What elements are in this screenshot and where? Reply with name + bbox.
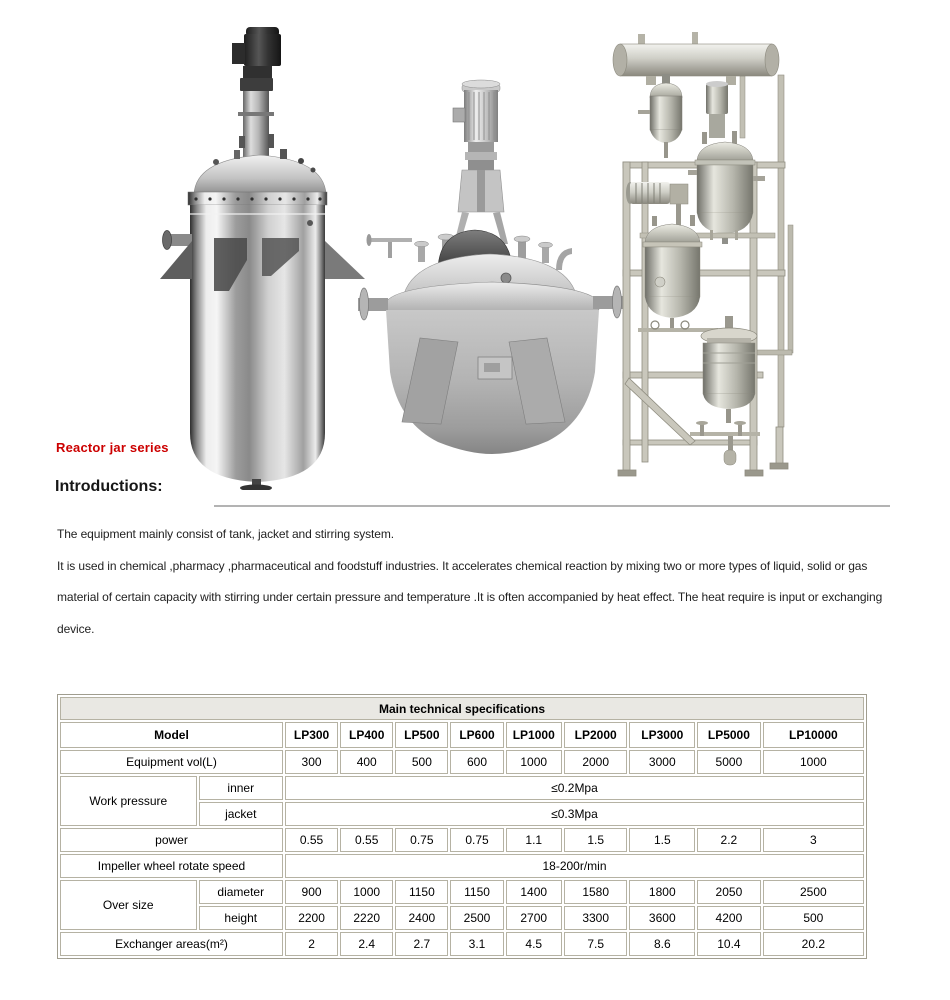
- exchanger-cell: 2.4: [340, 932, 393, 956]
- equipment-vol-cell: 300: [285, 750, 338, 774]
- model-cell: LP1000: [506, 722, 562, 748]
- diameter-cell: 1580: [564, 880, 628, 904]
- equipment-vol-cell: 1000: [506, 750, 562, 774]
- height-cell: 2200: [285, 906, 338, 930]
- equipment-vol-cell: 5000: [697, 750, 761, 774]
- diameter-cell: 2500: [763, 880, 864, 904]
- equipment-vol-cell: 3000: [629, 750, 695, 774]
- power-cell: 0.55: [285, 828, 338, 852]
- exchanger-cell: 7.5: [564, 932, 628, 956]
- height-cell: 2700: [506, 906, 562, 930]
- spec-table: [57, 694, 867, 959]
- exchanger-cell: 10.4: [697, 932, 761, 956]
- diameter-cell: 2050: [697, 880, 761, 904]
- exchanger-cell: 3.1: [450, 932, 503, 956]
- equipment-vol-label: Equipment vol(L): [60, 750, 283, 774]
- model-cell: LP2000: [564, 722, 628, 748]
- power-cell: 0.75: [395, 828, 448, 852]
- height-label: height: [199, 906, 283, 930]
- table-title: Main technical specifications: [60, 697, 864, 720]
- power-cell: 3: [763, 828, 864, 852]
- power-cell: 0.75: [450, 828, 503, 852]
- lower-reactor: [626, 182, 702, 330]
- tall-reactor-photo: [150, 8, 375, 490]
- model-cell: LP10000: [763, 722, 864, 748]
- diameter-cell: 1400: [506, 880, 562, 904]
- model-cell: LP500: [395, 722, 448, 748]
- power-cell: 1.5: [629, 828, 695, 852]
- height-cell: 2500: [450, 906, 503, 930]
- power-label: power: [60, 828, 283, 852]
- height-cell: 4200: [697, 906, 761, 930]
- exchanger-cell: 4.5: [506, 932, 562, 956]
- intro-paragraph-1: The equipment mainly consist of tank, jacket and stirring system.: [57, 527, 394, 541]
- diameter-cell: 1800: [629, 880, 695, 904]
- work-pressure-label: Work pressure: [60, 776, 197, 826]
- power-cell: 0.55: [340, 828, 393, 852]
- agitator-motor-icon: [232, 27, 281, 91]
- bottom-tank: [701, 316, 757, 423]
- height-cell: 500: [763, 906, 864, 930]
- equipment-vol-cell: 2000: [564, 750, 628, 774]
- impeller-value: 18-200r/min: [285, 854, 864, 878]
- condenser-vessel: [613, 32, 779, 85]
- diameter-cell: 900: [285, 880, 338, 904]
- intro-paragraph-2: It is used in chemical ,pharmacy ,pharmaceutical and foodstuff industries. It accelerates chemical reaction by mixing two or more types of liquid, solid or gas material of certain capacity with stirring under certain pressure and temperature .It is often accompanied by heat effect. The heat require is input or exchanging device.: [57, 558, 883, 636]
- round-reactor-photo: [358, 72, 623, 462]
- model-cell: LP300: [285, 722, 338, 748]
- inner-pressure-value: ≤0.2Mpa: [285, 776, 864, 800]
- vertical-motor-icon: [453, 80, 500, 142]
- model-cell: LP5000: [697, 722, 761, 748]
- equipment-vol-cell: 500: [395, 750, 448, 774]
- height-cell: 3600: [629, 906, 695, 930]
- exchanger-cell: 20.2: [763, 932, 864, 956]
- jacket-pressure-value: ≤0.3Mpa: [285, 802, 864, 826]
- power-cell: 1.1: [506, 828, 562, 852]
- diameter-cell: 1150: [395, 880, 448, 904]
- exchanger-areas-label: Exchanger areas(m²): [60, 932, 283, 956]
- introduction-text: [57, 519, 892, 645]
- diameter-cell: 1150: [450, 880, 503, 904]
- height-cell: 2220: [340, 906, 393, 930]
- height-cell: 2400: [395, 906, 448, 930]
- over-size-label: Over size: [60, 880, 197, 930]
- exchanger-cell: 2: [285, 932, 338, 956]
- equipment-vol-cell: 400: [340, 750, 393, 774]
- jacket-label: jacket: [199, 802, 283, 826]
- height-cell: 3300: [564, 906, 628, 930]
- inner-label: inner: [199, 776, 283, 800]
- exchanger-cell: 2.7: [395, 932, 448, 956]
- equipment-vol-cell: 1000: [763, 750, 864, 774]
- diameter-label: diameter: [199, 880, 283, 904]
- series-title: Reactor jar series: [56, 440, 169, 455]
- model-row-label: Model: [60, 722, 283, 748]
- exchanger-cell: 8.6: [629, 932, 695, 956]
- model-cell: LP3000: [629, 722, 695, 748]
- model-cell: LP600: [450, 722, 503, 748]
- divider-rule: [214, 505, 890, 507]
- equipment-vol-cell: 600: [450, 750, 503, 774]
- power-cell: 2.2: [697, 828, 761, 852]
- power-cell: 1.5: [564, 828, 628, 852]
- reactor-skid-photo: [600, 20, 905, 482]
- model-cell: LP400: [340, 722, 393, 748]
- introductions-heading: Introductions:: [55, 478, 163, 495]
- diameter-cell: 1000: [340, 880, 393, 904]
- catchpot-vessel: [638, 74, 682, 158]
- impeller-label: Impeller wheel rotate speed: [60, 854, 283, 878]
